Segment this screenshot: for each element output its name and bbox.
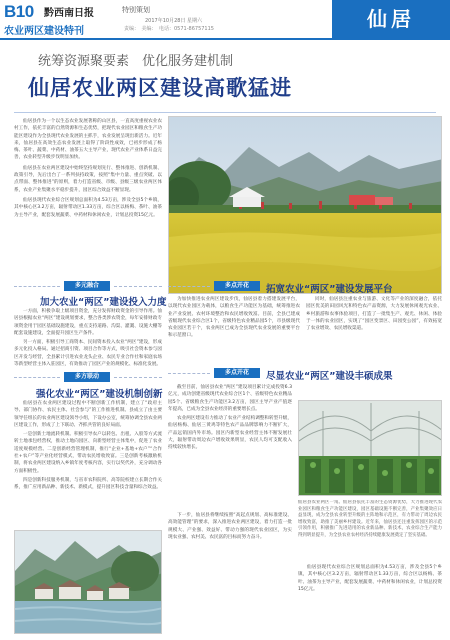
- lead-paragraph: 仙居县作为一个以生态农业发展著称的山区县，一直高度重视农业农村工作，依托丰富的自然资源和生态优势，把现代农业园区和粮食生产功能区建设作为全县现代农业发展的主抓手，农业发展呈现出新活力。近年来，仙居县在高效生态农业发展上取得了阶段性成效，已初步形成了杨梅、茶叶、蔬菜、中药材、油茶五大主导产业，现代农业产业体系日益完善，农业转型升级步伐明显加快。: [14, 119, 162, 161]
- section-body: [168, 296, 300, 360]
- section-paragraph: 仙居县在农业两区建设过程中不断创新工作机制，建立了“政府主导、部门协作、农民主体、社会参与”的工作推进机制。县成立了由主要领导任组长的农业两区建设领导小组，下设办公室，统筹协调全县农业两区建设工作，形成了上下联动、齐抓共管的良好局面。: [14, 401, 162, 428]
- section-paragraph: 截至目前，仙居县农业“两区”建设项目累计完成投资6.3亿元，成功创建省级现代农业综合区1个、省级特色农业精品园5个、省级粮食生产功能区3.2万亩，园区主导产业产值逐年提高，已成为全县农业经济的重要增长点。: [168, 385, 292, 412]
- special-edition-label: 特别策划: [122, 6, 150, 14]
- editor-contact: 责编： 美编： 电话：0571-86757115: [124, 26, 214, 32]
- section-tag: 多元融合: [64, 281, 110, 291]
- section-rule: [114, 377, 162, 378]
- section-body: [14, 308, 162, 368]
- lead-text: [14, 118, 162, 288]
- section-paragraph: 农业两区建设有力推动了农业产业结构调整和转型升级，仙居杨梅、仙居三黄鸡等特色农产品品牌影响力不断扩大，产品远销国内外市场。园区内新型农业经营主体不断发展壮大，辐射带动周边农户增收效果明显，农民人均可支配收入持续较快增长。: [168, 416, 292, 451]
- article-subtitle: 统筹资源聚要素 优化服务建机制: [38, 54, 234, 69]
- section-paragraph: 为加快推进农业两区建设步伐，仙居县着力搭建发展平台，以现代农业园区为载体，以粮食生产功能区为基础，统筹推进农业产业发展、农村环境整治和农民增收致富。目前，全县已建成省级现代农业综合区1个，省级特色农业精品园5个，市县级现代农业园区若干个，农业两区已成为全县现代农业发展的重要平台和示范窗口。: [168, 297, 300, 339]
- section-rule: [168, 373, 210, 374]
- section-tag: 多点开花: [214, 281, 260, 291]
- section-title: 农业两区建设特刊: [4, 26, 84, 37]
- village-photo-image: [15, 531, 162, 634]
- headline-rule: [14, 112, 436, 113]
- section-paragraph: 一是创新土地流转机制。积极引导农户以转包、出租、入股等方式流转土地承包经营权，推动土地向园区、向新型经营主体集中，促进了农业适度规模经营。二是创新经营管理机制，推行“企业+基地+农户”“合作社+农户”等产业化经营模式，带动农民增收致富。三是创新考核激励机制，将农业两区建设纳入乡镇年度考核内容，实行以奖代补，充分调动各方面积极性。: [14, 432, 162, 474]
- issue-date: 2017年10月28日 星期六: [145, 18, 203, 24]
- lead-paragraph: 仙居县在农业两区建设中始终坚持规划先行、整体推进、创新机制、政策引导，先后出台了一系列扶持政策，按照“集中力量、重点突破、以点带面、整体推进”的原则，着力打造省级、市级、县级三级农业两区体系，农业产业集聚水平稳步提升，园区综合效益不断显现。: [14, 165, 162, 193]
- section-rule: [114, 286, 162, 287]
- masthead-left: [4, 2, 34, 22]
- village-photo: [14, 530, 162, 634]
- section-title: 强化农业“两区”建设机制创新: [36, 389, 163, 400]
- page-number: B10: [4, 2, 34, 21]
- greenhouse-photo: [298, 400, 442, 496]
- section-title: 尽显农业“两区”建设丰硕成果: [266, 371, 393, 382]
- section-body: [168, 512, 292, 634]
- section-paragraph: 同时，仙居县注重农业与旅游、文化等产业的深度融合，依托园区优美的田园风光和特色农产品资源，大力发展休闲观光农业、乡村旅游和农事体验项目，打造了一批集生产、观光、休闲、体验于一体的农业园区，实现了“园区变景区、田园变公园”，有效拓宽了农业增效、农民增收渠道。: [306, 297, 442, 332]
- section-rule: [168, 286, 210, 287]
- newspaper-name: 黔西南日报: [44, 8, 94, 19]
- section-rule: [14, 286, 60, 287]
- masthead: [0, 0, 450, 40]
- section-tag: 多点开花: [214, 368, 260, 378]
- lead-paragraph: 仙居县现代农业综合区规划总面积为4.53万亩，涉及全县5个乡镇，其中核心区3.2万亩，辐射带动区1.33万亩，综合区以杨梅、茶叶、油茶为主导产业，配套发展蔬菜、中药材和休闲农业，计划总投资15亿元。: [14, 197, 162, 218]
- section-body: [168, 384, 292, 508]
- section-rule: [14, 377, 60, 378]
- section-body: [306, 296, 442, 360]
- greenhouse-photo-image: [299, 401, 442, 496]
- section-title: 拓宽农业“两区”建设发展平台: [266, 284, 393, 295]
- section-body: [298, 564, 442, 634]
- section-paragraph: 仙居县现代农业综合区规划总面积为4.53万亩，涉及全县5个乡镇，其中核心区3.2万亩，辐射带动区1.33万亩，综合区以杨梅、茶叶、油茶为主导产业，配套发展蔬菜、中药材和休闲农业，计划总投资15亿元。: [298, 565, 442, 592]
- photo-caption: 仙居县农业两区一角。仙居县依托丰富的生态资源优势，大力推进现代农业园区和粮食生产功能区建设，园区基础设施不断完善，产业集聚效应日益显现，成为全县农业转型升级的主阵地和示范区，有力带动了周边农民增收致富，助推了美丽乡村建设。近年来，仙居县还注重发挥园区的示范引领作用，积极推广先进适用的农业新品种、新技术，农业综合生产能力得到明显提升，为全县农业农村经济持续健康发展奠定了坚实基础。: [298, 500, 442, 538]
- section-body: [14, 400, 162, 526]
- field-photo: [168, 116, 442, 294]
- section-paragraph: 一方面，积极争取上级项目资金，充分发挥财政资金的引导作用。仙居县根据农业“两区”建设规划要求，整合各类涉农资金，每年安排财政专项资金用于园区基础设施建设，重点支持道路、沟渠、灌溉、设施大棚等配套设施建设，全面提升园区生产条件。: [14, 309, 162, 336]
- section-paragraph: 四是创新科技服务机制，与省市农科院所、高等院校建立长期合作关系，推广应用新品种、新技术、新模式，提升园区科技含量和综合效益。: [14, 477, 162, 491]
- section-tag: 多方联动: [64, 372, 110, 382]
- article-headline: 仙居农业两区建设高歌猛进: [28, 76, 292, 100]
- section-paragraph: 另一方面，积极引导工商资本、民间资本投入农业“两区”建设，形成多元化投入格局。通过招商引资、项目合作等方式，吸引社会资本参与园区开发与经营，全县累计引进农业龙头企业、农民专业合作社和家庭农场等新型经营主体入驻园区，有效推动了园区产业的规模化、标准化发展。: [14, 340, 162, 368]
- field-photo-image: [169, 117, 442, 294]
- region-label: 仙居: [332, 0, 450, 38]
- section-title: 加大农业“两区”建设投入力度: [40, 297, 167, 308]
- section-paragraph: 下一步，仙居县将继续按照“高起点规划、高标准建设、高效能管理”的要求，深入推进农业两区建设，着力打造一批规模大、产业强、效益好、带动力强的现代农业园区，为实现农业强、农村美、农民富的目标而努力奋斗。: [168, 513, 292, 540]
